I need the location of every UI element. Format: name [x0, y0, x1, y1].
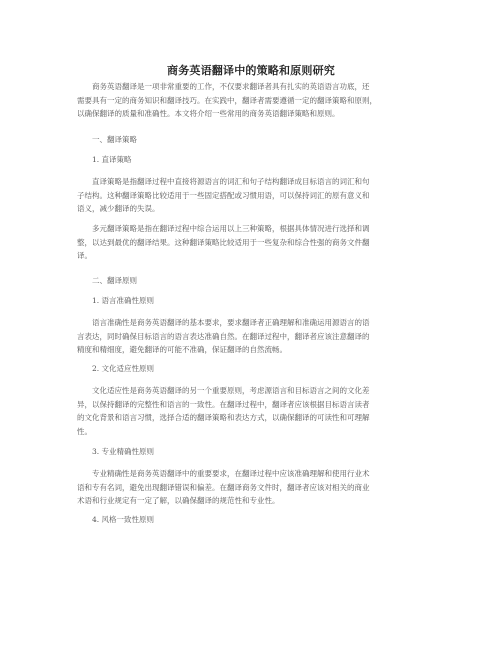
paragraph-line: 言表达，同时确保目标语言的语言表达准确自然。在翻译过程中，翻译者应该注意翻译的 [77, 331, 370, 341]
subheading-language-accuracy: 1. 语言准确性原则 [92, 296, 155, 305]
paragraph-line: 多元翻译策略是指在翻译过程中综合运用以上三种策略，根据具体情况进行选择和调 [92, 224, 370, 233]
section-heading-principles: 二、翻译原则 [92, 276, 137, 285]
subheading-literal-translation: 1. 直译策略 [92, 155, 132, 164]
paragraph-line: 整，以达到最优的翻译结果。这种翻译策略比较适用于一些复杂和综合性强的商务文件翻 [77, 237, 370, 247]
paragraph-line: 直译策略是指翻译过程中直接将源语言的词汇和句子结构翻译成目标语言的词汇和句 [92, 177, 370, 186]
subheading-cultural-adaptability: 2. 文化适应性原则 [92, 364, 155, 373]
paragraph-professional-precision [77, 467, 423, 508]
intro-line: 以确保翻译的质量和准确性。本文将介绍一些常用的商务英语翻译策略和原则。 [77, 109, 340, 119]
paragraph-line: 子结构。这种翻译策略比较适用于一些固定搭配或习惯用语，可以保持词汇的原有意义和 [77, 190, 370, 200]
intro-paragraph [77, 80, 423, 121]
paragraph-line: 文化适应性是商务英语翻译的另一个重要原则，考虑源语言和目标语言之间的文化差 [92, 386, 370, 395]
paragraph-literal-translation [77, 175, 423, 216]
intro-line: 商务英语翻译是一项非常重要的工作，不仅要求翻译者具有扎实的英语语言功底，还 [92, 82, 370, 91]
paragraph-line: 性。 [77, 426, 92, 436]
paragraph-line: 语义，减少翻译的失误。 [77, 204, 160, 214]
paragraph-multi-strategy [77, 222, 423, 263]
paragraph-line: 异，以保持翻译的完整性和语言的一致性。在翻译过程中，翻译者应该根据目标语言读者 [77, 399, 370, 409]
document-title: 商务英语翻译中的策略和原则研究 [167, 64, 335, 77]
subheading-professional-precision: 3. 专业精确性原则 [92, 447, 155, 456]
paragraph-line: 专业精确性是商务英语翻译中的重要要求，在翻译过程中应该准确理解和使用行业术 [92, 469, 370, 478]
paragraph-line: 语言准确性是商务英语翻译的基本要求，要求翻译者正确理解和准确运用源语言的语 [92, 318, 370, 327]
section-heading-strategies: 一、翻译策略 [92, 135, 137, 144]
paragraph-line: 术语和行业规定有一定了解，以确保翻译的规范性和专业性。 [77, 496, 280, 506]
paragraph-line: 译。 [77, 251, 92, 261]
paragraph-line: 的文化背景和语言习惯，选择合适的翻译策略和表达方式，以确保翻译的可读性和可理解 [77, 413, 370, 423]
paragraph-line: 精度和精细度，避免翻译的可能不准确，保证翻译的自然流畅。 [77, 345, 287, 355]
paragraph-line: 语和专有名词，避免出现翻译错误和偏差。在翻译商务文件时，翻译者应该对相关的商业 [77, 482, 370, 492]
paragraph-cultural-adaptability [77, 384, 423, 438]
intro-line: 需要具有一定的商务知识和翻译技巧。在实践中，翻译者需要遵循一定的翻译策略和原则， [77, 95, 377, 105]
subheading-style-consistency: 4. 风格一致性原则 [92, 515, 155, 524]
paragraph-language-accuracy [77, 316, 423, 357]
